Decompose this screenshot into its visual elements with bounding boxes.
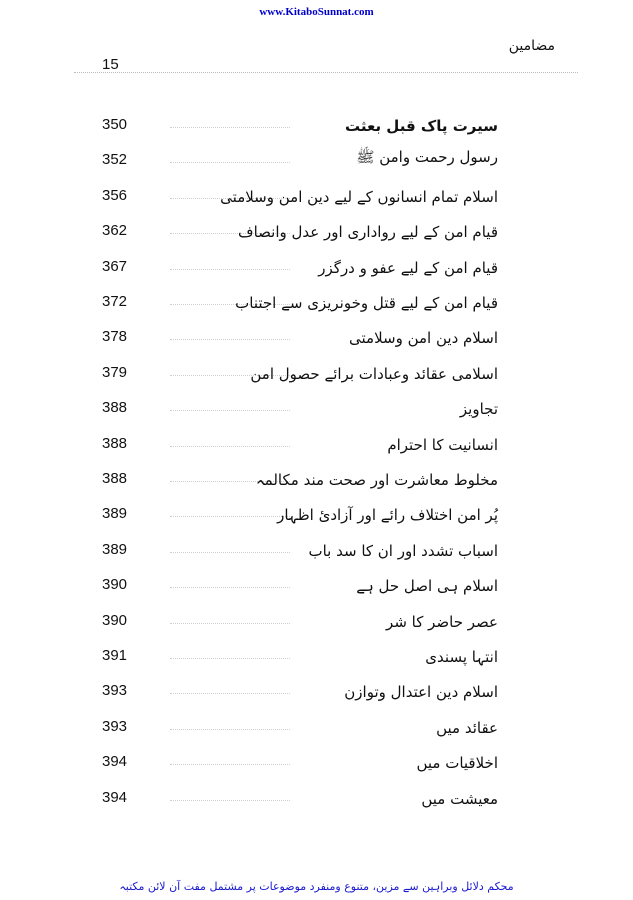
toc-row bbox=[0, 563, 633, 597]
toc-entry-title: اسلامی عقائد وعبادات برائے حصول امن bbox=[250, 365, 498, 383]
header-title: مضامین bbox=[508, 38, 555, 54]
toc-row bbox=[0, 209, 633, 243]
toc-dot-leader bbox=[170, 127, 290, 128]
toc-dot-leader bbox=[170, 658, 290, 659]
toc-row bbox=[0, 669, 633, 703]
toc-row bbox=[0, 245, 633, 279]
toc-entry-title: اخلاقیات میں bbox=[416, 754, 498, 772]
toc-dot-leader bbox=[170, 623, 290, 624]
toc-page-number: 394 bbox=[102, 789, 128, 806]
toc-row bbox=[0, 776, 633, 810]
toc-page-number: 356 bbox=[102, 187, 128, 204]
toc-row bbox=[0, 138, 633, 172]
toc-dot-leader bbox=[170, 339, 290, 340]
toc-dot-leader bbox=[170, 729, 290, 730]
toc-entry-title: اسلام دین امن وسلامتی bbox=[349, 329, 498, 347]
toc-page-number: 379 bbox=[102, 364, 128, 381]
toc-page-number: 390 bbox=[102, 612, 128, 629]
toc-row bbox=[0, 740, 633, 774]
toc-row bbox=[0, 457, 633, 491]
toc-row bbox=[0, 174, 633, 208]
toc-dot-leader bbox=[170, 587, 290, 588]
toc-dot-leader bbox=[170, 552, 290, 553]
toc-row bbox=[0, 386, 633, 420]
toc-row bbox=[0, 351, 633, 385]
toc-section-heading: سیرت پاک قبل بعثت bbox=[344, 117, 498, 135]
toc-row bbox=[0, 599, 633, 633]
toc-entry-title: پُر امن اختلاف رائے اور آزادئ اظہار bbox=[277, 506, 498, 524]
toc-page-number: 350 bbox=[102, 116, 128, 133]
toc-page-number: 388 bbox=[102, 399, 128, 416]
toc-entry-title: مخلوط معاشرت اور صحت مند مکالمہ bbox=[255, 471, 498, 489]
toc-row bbox=[0, 705, 633, 739]
toc-entry-title: عصر حاضر کا شر bbox=[386, 613, 498, 631]
site-url-link[interactable]: www.KitaboSunnat.com bbox=[259, 6, 374, 18]
toc-page-number: 391 bbox=[102, 647, 128, 664]
toc-dot-leader bbox=[170, 800, 290, 801]
footer-tagline: محکم دلائل وبراہین سے مزین، متنوع ومنفرد موضوعات پر مشتمل مفت آن لائن مکتبہ bbox=[119, 880, 514, 893]
toc-dot-leader bbox=[170, 764, 290, 765]
toc-page-number: 378 bbox=[102, 328, 128, 345]
toc-entry-title: عقائد میں bbox=[436, 719, 498, 737]
toc-page-number: 367 bbox=[102, 258, 128, 275]
toc-dot-leader bbox=[170, 516, 290, 517]
toc-entry-title: قیام امن کے لیے عفو و درگزر bbox=[318, 259, 498, 277]
toc-page-number: 372 bbox=[102, 293, 128, 310]
toc-page-number: 362 bbox=[102, 222, 128, 239]
toc-entry-title: اسلام دین اعتدال وتوازن bbox=[344, 683, 498, 701]
toc-entry-title: انتہا پسندی bbox=[425, 648, 498, 666]
toc-dot-leader bbox=[170, 693, 290, 694]
toc-dot-leader bbox=[170, 269, 290, 270]
toc-dot-leader bbox=[170, 162, 290, 163]
toc-row bbox=[0, 280, 633, 314]
toc-dot-leader bbox=[170, 446, 290, 447]
toc-entry-title: اسلام ہی اصل حل ہے bbox=[356, 577, 498, 595]
toc-row bbox=[0, 634, 633, 668]
toc-row bbox=[0, 315, 633, 349]
toc-page-number: 388 bbox=[102, 470, 128, 487]
toc-entry-title: انسانیت کا احترام bbox=[387, 436, 498, 454]
toc-page-number: 390 bbox=[102, 576, 128, 593]
toc-entry-title: قیام امن کے لیے رواداری اور عدل وانصاف bbox=[238, 223, 498, 241]
toc-page-number: 389 bbox=[102, 505, 128, 522]
toc-row bbox=[0, 528, 633, 562]
toc-page-number: 394 bbox=[102, 753, 128, 770]
toc-entry-title: معیشت میں bbox=[421, 790, 498, 808]
toc-dot-leader bbox=[170, 410, 290, 411]
header-page-number: 15 bbox=[102, 56, 119, 73]
toc-entry-title: رسول رحمت وامن ﷺ bbox=[356, 148, 498, 166]
toc-entry-title: تجاویز bbox=[459, 400, 498, 418]
toc-page-number: 393 bbox=[102, 682, 128, 699]
toc-row bbox=[0, 422, 633, 456]
toc-row bbox=[0, 103, 633, 137]
toc-page-number: 389 bbox=[102, 541, 128, 558]
toc-page-number: 352 bbox=[102, 151, 128, 168]
toc-row bbox=[0, 492, 633, 526]
toc-entry-title: اسلام تمام انسانوں کے لیے دین امن وسلامتی bbox=[220, 188, 498, 206]
toc-entry-title: اسباب تشدد اور ان کا سد باب bbox=[308, 542, 498, 560]
toc-page-number: 393 bbox=[102, 718, 128, 735]
toc-page-number: 388 bbox=[102, 435, 128, 452]
toc-entry-title: قیام امن کے لیے قتل وخونریزی سے اجتناب bbox=[235, 294, 498, 312]
